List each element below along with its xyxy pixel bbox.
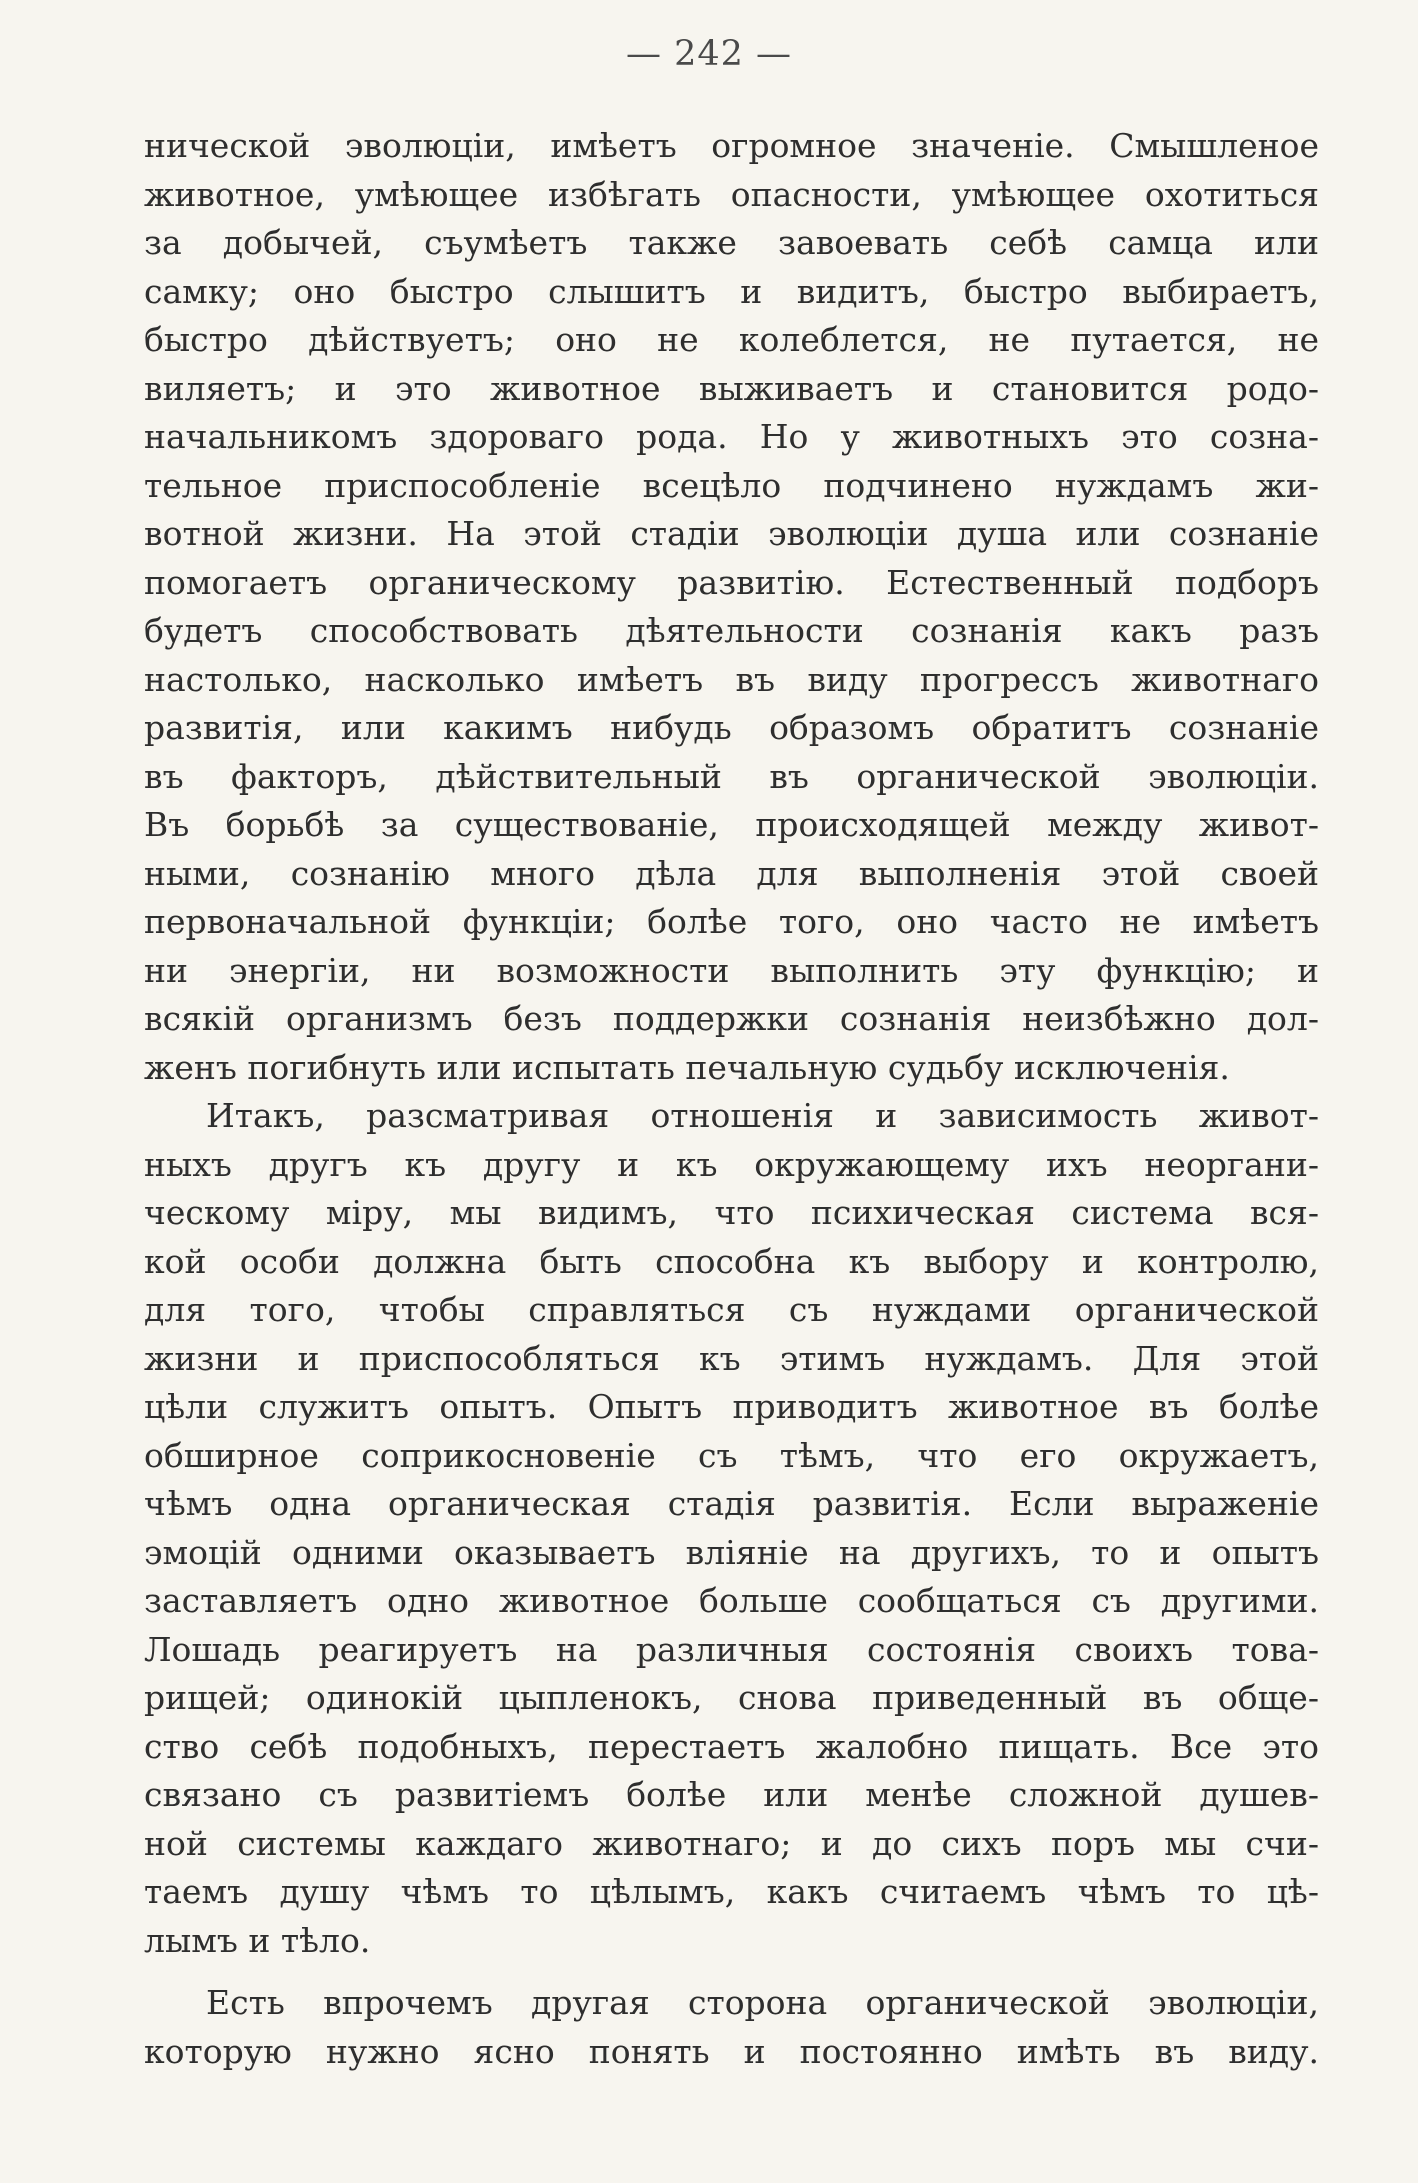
paragraph-start-line: Есть впрочемъ другая сторона органической эволюціи, [206, 1983, 1319, 2022]
text-line: вотной жизни. На этой стадіи эволюціи душа или сознаніе [144, 514, 1319, 553]
text-line: цѣли служитъ опытъ. Опытъ приводитъ животное въ болѣе [144, 1387, 1319, 1426]
text-line: Въ борьбѣ за существованіе, происходящей между живот- [144, 805, 1319, 844]
text-line: виляетъ; и это животное выживаетъ и становится родо- [144, 368, 1319, 408]
text-line: настолько, насколько имѣетъ въ виду прогрессъ животнаго [144, 659, 1319, 699]
text-line: будетъ способствовать дѣятельности сознанія какъ разъ [144, 611, 1319, 650]
text-line: обширное соприкосновеніе съ тѣмъ, что его окружаетъ, [144, 1435, 1319, 1475]
paragraph-start-line: Итакъ, разсматривая отношенія и зависимость живот- [206, 1096, 1319, 1135]
text-line: первоначальной функціи; болѣе того, оно часто не имѣетъ [144, 902, 1319, 941]
text-line: быстро дѣйствуетъ; оно не колеблется, не путается, не [144, 320, 1319, 359]
text-line: ничеcкой эволюціи, имѣетъ огромное значеніе. Смышленое [144, 126, 1319, 165]
paragraph-end-line: лымъ и тѣло. [144, 1920, 371, 1960]
text-line: кой особи должна быть способна къ выбору и контролю, [144, 1241, 1319, 1281]
text-line: ными, сознанію много дѣла для выполненія этой своей [144, 853, 1319, 893]
text-line: начальникомъ здороваго рода. Но у животныхъ это созна- [144, 417, 1319, 456]
text-line: таемъ душу чѣмъ то цѣлымъ, какъ считаемъ чѣмъ то цѣ- [144, 1872, 1319, 1911]
text-line: жизни и приспособляться къ этимъ нуждамъ. Для этой [144, 1338, 1319, 1378]
text-line: ни энергіи, ни возможности выполнить эту функцію; и [144, 950, 1319, 990]
page-number: — 242 — [625, 34, 793, 74]
body-text [144, 122, 1319, 2076]
paragraph-end-line: женъ погибнуть или испытать печальную судьбу исключенія. [144, 1047, 1230, 1087]
text-line: чѣмъ одна органическая стадія развитія. Если выраженіе [144, 1484, 1319, 1523]
text-line: заставляетъ одно животное больше сообщаться съ другими. [144, 1581, 1319, 1620]
text-line: для того, чтобы справляться съ нуждами органической [144, 1290, 1319, 1329]
text-line: самку; оно быстро слышитъ и видитъ, быстро выбираетъ, [144, 271, 1319, 311]
text-line: ныхъ другъ къ другу и къ окружающему ихъ неоргани- [144, 1144, 1319, 1184]
text-line: ной системы каждаго животнаго; и до сихъ поръ мы счи- [144, 1823, 1319, 1863]
text-line: которую нужно ясно понять и постоянно имѣть въ виду. [144, 2031, 1319, 2071]
text-line: всякій организмъ безъ поддержки сознанія неизбѣжно дол- [144, 999, 1319, 1038]
text-line: тельное приспособленіе всецѣло подчинено нуждамъ жи- [144, 465, 1319, 505]
text-line: развитія, или какимъ нибудь образомъ обратитъ сознаніе [144, 708, 1319, 747]
text-line: Лошадь реагируетъ на различныя состоянія своихъ това- [144, 1629, 1319, 1669]
text-line: за добычей, съумѣетъ также завоевать себѣ самца или [144, 223, 1319, 262]
text-line: помогаетъ органическому развитію. Естественный подборъ [144, 562, 1319, 602]
text-line: ство себѣ подобныхъ, перестаетъ жалобно пищать. Все это [144, 1726, 1319, 1766]
text-line: связано съ развитіемъ болѣе или менѣе сложной душев- [144, 1775, 1319, 1814]
text-line: въ факторъ, дѣйствительный въ органической эволюціи. [144, 756, 1319, 796]
text-line: эмоцій одними оказываетъ вліяніе на другихъ, то и опытъ [144, 1532, 1319, 1572]
text-line: ческому міру, мы видимъ, что психическая система вся- [144, 1193, 1319, 1232]
text-line: животное, умѣющее избѣгать опасности, умѣющее охотиться [144, 174, 1319, 214]
text-line: рищей; одинокій цыпленокъ, снова приведенный въ обще- [144, 1678, 1319, 1717]
